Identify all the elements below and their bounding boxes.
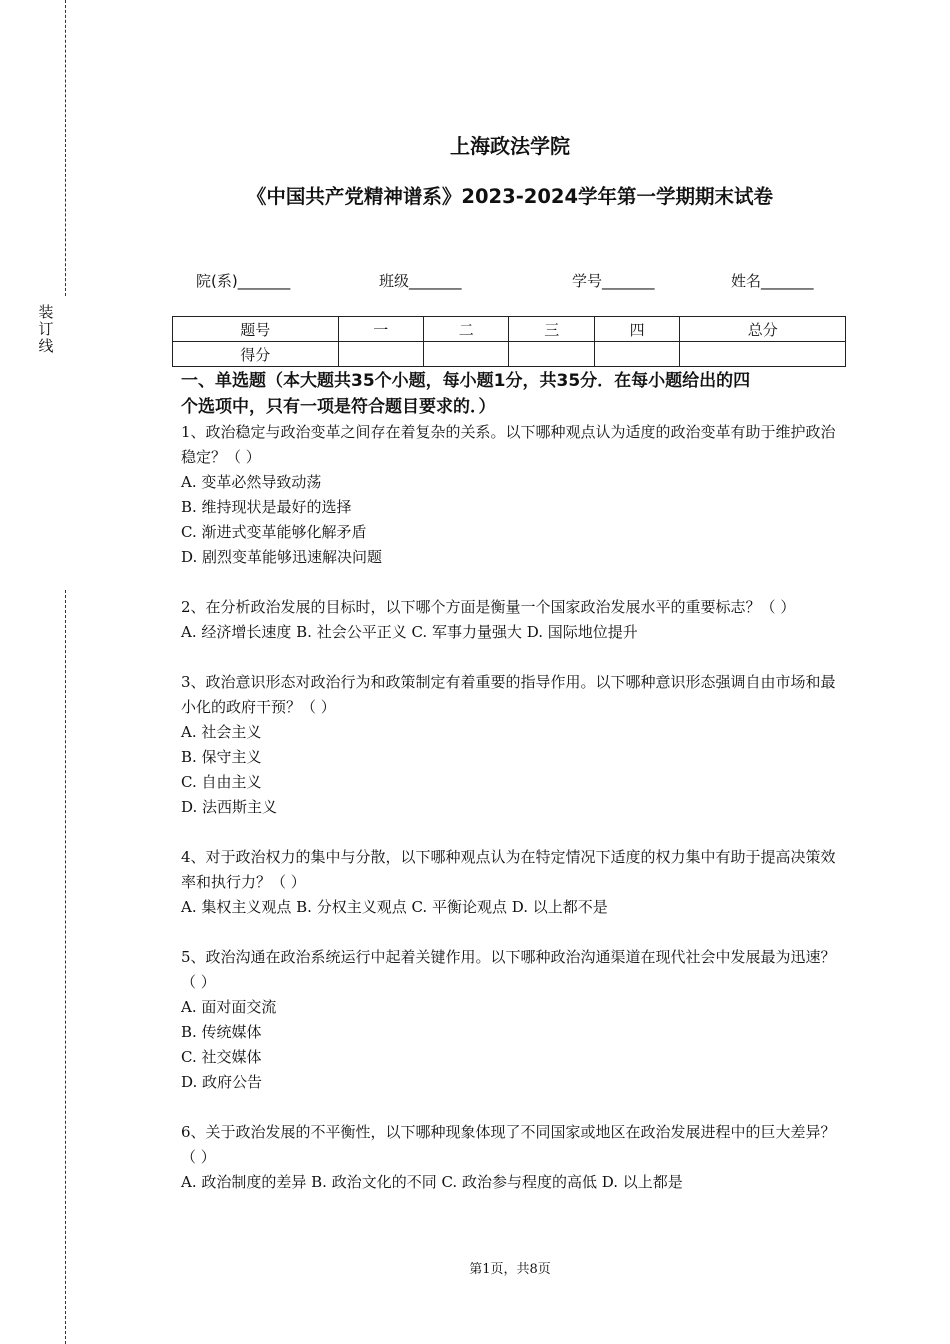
option-a: A. 面对面交流	[181, 998, 277, 1016]
student-id-field[interactable]: 学号_______	[572, 272, 655, 290]
question-text: 1、政治稳定与政治变革之间存在着复杂的关系。以下哪种观点认为适度的政治变革有助于维护政治稳定？（ ）	[181, 423, 836, 466]
class-field[interactable]: 班级_______	[379, 272, 462, 290]
score-table-header-cell: 三	[509, 317, 594, 342]
exam-content	[181, 368, 841, 1195]
score-cell[interactable]	[338, 342, 423, 367]
school-name: 上海政法学院	[450, 134, 570, 158]
score-table-header-cell: 题号	[173, 317, 339, 342]
option-c: C. 自由主义	[181, 773, 262, 791]
score-cell[interactable]	[509, 342, 594, 367]
score-cell[interactable]	[424, 342, 509, 367]
score-table-score-row	[173, 342, 846, 367]
score-table-header-row	[173, 317, 846, 342]
option-d: D. 政府公告	[181, 1073, 263, 1091]
score-cell[interactable]	[680, 342, 846, 367]
question-5	[181, 945, 841, 1095]
question-text: 6、关于政治发展的不平衡性，以下哪种现象体现了不同国家或地区在政治发展进程中的巨大差异？（ ）	[181, 1123, 836, 1166]
options-inline: A. 集权主义观点 B. 分权主义观点 C. 平衡论观点 D. 以上都不是	[181, 898, 608, 916]
option-b: B. 保守主义	[181, 748, 262, 766]
name-field[interactable]: 姓名_______	[731, 272, 814, 290]
option-d: D. 法西斯主义	[181, 798, 278, 816]
question-text: 2、在分析政治发展的目标时，以下哪个方面是衡量一个国家政治发展水平的重要标志？（ ）	[181, 598, 796, 616]
binding-label: 装订线	[38, 303, 54, 355]
question-text: 3、政治意识形态对政治行为和政策制定有着重要的指导作用。以下哪种意识形态强调自由市场和最小化的政府干预？（ ）	[181, 673, 836, 716]
score-table-header-cell: 一	[338, 317, 423, 342]
question-text: 4、对于政治权力的集中与分散，以下哪种观点认为在特定情况下适度的权力集中有助于提高决策效率和执行力？（ ）	[181, 848, 836, 891]
page-number: 第1页，共8页	[469, 1262, 551, 1277]
section-heading-continued: 个选项中，只有一项是符合题目要求的．）	[181, 397, 496, 417]
score-table	[172, 316, 846, 367]
score-table-header-cell: 四	[594, 317, 679, 342]
department-field[interactable]: 院(系)_______	[196, 272, 291, 290]
question-text: 5、政治沟通在政治系统运行中起着关键作用。以下哪种政治沟通渠道在现代社会中发展最为迅速？（ ）	[181, 948, 836, 991]
exam-title: 《中国共产党精神谱系》2023-2024学年第一学期期末试卷	[246, 185, 774, 208]
option-a: A. 变革必然导致动荡	[181, 473, 322, 491]
section-heading: 一、单选题（本大题共35个小题，每小题1分，共35分．在每小题给出的四	[181, 371, 751, 391]
binding-dashed-line-bottom	[65, 590, 66, 1344]
option-b: B. 传统媒体	[181, 1023, 262, 1041]
score-row-label: 得分	[173, 342, 339, 367]
score-table-header-cell: 总分	[680, 317, 846, 342]
question-4	[181, 845, 841, 920]
score-table-header-cell: 二	[424, 317, 509, 342]
option-d: D. 剧烈变革能够迅速解决问题	[181, 548, 383, 566]
options-inline: A. 经济增长速度 B. 社会公平正义 C. 军事力量强大 D. 国际地位提升	[181, 623, 638, 641]
option-a: A. 社会主义	[181, 723, 262, 741]
question-6	[181, 1120, 841, 1195]
option-b: B. 维持现状是最好的选择	[181, 498, 352, 516]
question-3	[181, 670, 841, 820]
options-inline: A. 政治制度的差异 B. 政治文化的不同 C. 政治参与程度的高低 D. 以上都是	[181, 1173, 683, 1191]
question-2	[181, 595, 841, 645]
option-c: C. 社交媒体	[181, 1048, 262, 1066]
score-cell[interactable]	[594, 342, 679, 367]
option-c: C. 渐进式变革能够化解矛盾	[181, 523, 367, 541]
question-1	[181, 420, 841, 570]
